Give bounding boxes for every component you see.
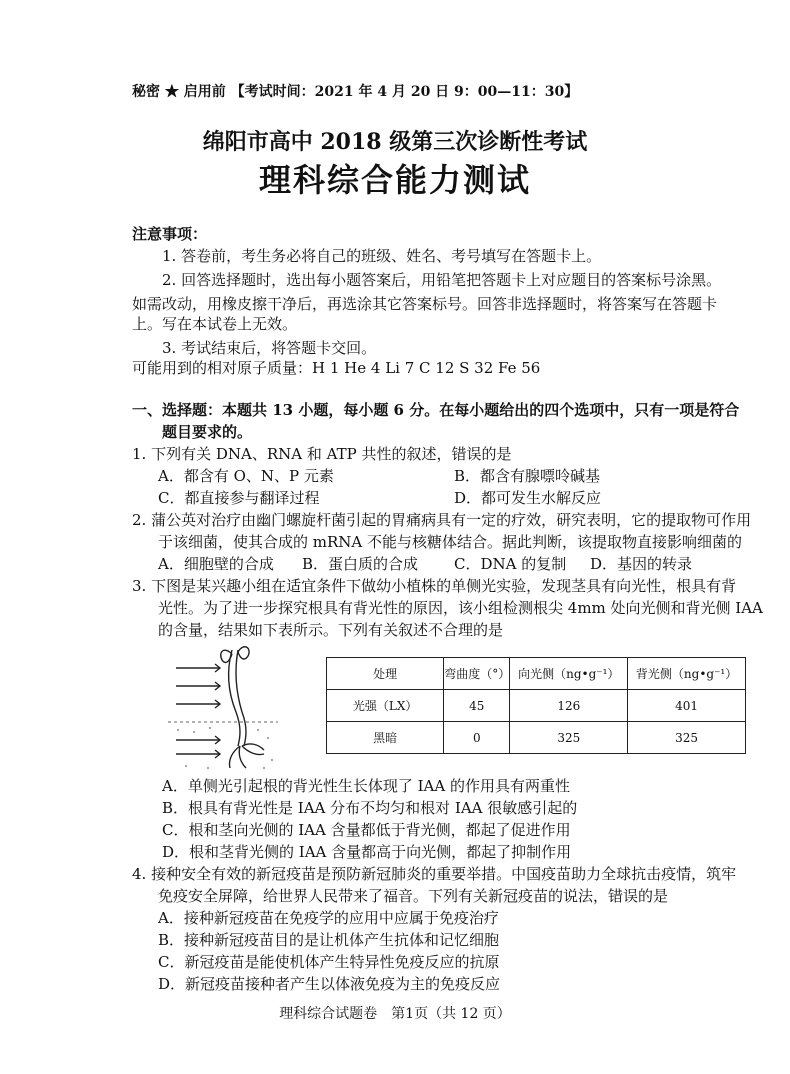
- q3-option-c: C．根和茎向光侧的 IAA 含量都低于背光侧，都起了促进作用: [162, 821, 571, 839]
- q2-option-d: D．基因的转录: [590, 555, 693, 573]
- q4-option-b: B．接种新冠疫苗目的是让机体产生抗体和记忆细胞: [158, 931, 500, 949]
- section-heading: 一、选择题：本题共 13 小题，每小题 6 分。在每小题给出的四个选项中，只有一项是符合: [132, 401, 740, 419]
- q4-stem-b: 免疫安全屏障，给世界人民带来了福音。下列有关新冠疫苗的说法，错误的是: [158, 887, 669, 905]
- notice-item-1: 1. 答卷前，考生务必将自己的班级、姓名、考号填写在答题卡上。: [162, 247, 602, 265]
- table-header-row: [327, 658, 746, 690]
- q1-option-b: B．都含有腺嘌呤碱基: [454, 467, 601, 485]
- table-row: [327, 722, 746, 754]
- subject-title: 理科综合能力测试: [258, 161, 531, 199]
- notice-item-2c: 上。写在本试卷上无效。: [132, 315, 298, 333]
- notice-heading: 注意事项：: [132, 225, 208, 243]
- q2-stem-b: 于该细菌，使其合成的 mRNA 不能与核糖体结合。据此判断，该提取物直接影响细菌的: [158, 533, 743, 551]
- q3-option-a: A．单侧光引起根的背光性生长体现了 IAA 的作用具有两重性: [162, 777, 570, 795]
- q3-stem-b: 光性。为了进一步探究根具有背光性的原因，该小组检测根尖 4mm 处向光侧和背光侧 IAA: [158, 599, 763, 617]
- notice-item-2a: 2. 回答选择题时，选出每小题答案后，用铅笔把答题卡上对应题目的答案标号涂黑。: [162, 271, 722, 289]
- q3-stem-a: 3. 下图是某兴趣小组在适宜条件下做幼小植株的单侧光实验，发现茎具有向光性，根具有背: [132, 577, 737, 595]
- notice-item-2b: 如需改动，用橡皮擦干净后，再选涂其它答案标号。回答非选择题时，将答案写在答题卡: [132, 295, 718, 313]
- atomic-mass-line: 可能用到的相对原子质量：H 1 He 4 Li 7 C 12 S 32 Fe 56: [132, 359, 541, 377]
- table-header: 背光侧（ng•g⁻¹）: [628, 658, 746, 690]
- table-cell: 325: [628, 722, 746, 754]
- table-cell: 401: [628, 690, 746, 722]
- table-cell: 光强（LX）: [327, 690, 444, 722]
- q3-option-d: D．根和茎背光侧的 IAA 含量都高于向光侧，都起了抑制作用: [162, 843, 572, 861]
- table-row: [327, 690, 746, 722]
- notice-item-3: 3. 考试结束后，将答题卡交回。: [162, 339, 377, 357]
- table-header: 弯曲度（°）: [444, 658, 510, 690]
- q3-stem-c: 的含量，结果如下表所示。下列有关叙述不合理的是: [158, 621, 504, 639]
- q4-option-c: C．新冠疫苗是能使机体产生特异性免疫反应的抗原: [158, 953, 500, 971]
- q1-option-a: A．都含有 O、N、P 元素: [158, 467, 334, 485]
- q2-stem-a: 2. 蒲公英对治疗由幽门螺旋杆菌引起的胃痛病具有一定的疗效，研究表明，它的提取物可作用: [132, 511, 752, 529]
- q2-option-a: A．细胞壁的合成: [158, 555, 274, 573]
- exam-title: 绵阳市高中 2018 级第三次诊断性考试: [202, 129, 588, 155]
- table-cell: 45: [444, 690, 510, 722]
- table-header: 处理: [327, 658, 444, 690]
- q4-option-d: D．新冠疫苗接种者产生以体液免疫为主的免疫反应: [158, 975, 501, 993]
- table-header: 向光侧（ng•g⁻¹）: [510, 658, 628, 690]
- q4-stem-a: 4. 接种安全有效的新冠疫苗是预防新冠肺炎的重要举措。中国疫苗助力全球抗击疫情，筑牢: [132, 865, 737, 883]
- table-cell: 325: [510, 722, 628, 754]
- q1-option-d: D．都可发生水解反应: [454, 489, 602, 507]
- q4-option-a: A．接种新冠疫苗在免疫学的应用中应属于免疫治疗: [158, 909, 499, 927]
- exam-secret-line: 秘密 ★ 启用前 【考试时间：2021 年 4 月 20 日 9：00—11：30】: [132, 84, 579, 100]
- table-cell: 黑暗: [327, 722, 444, 754]
- q2-option-c: C．DNA 的复制: [454, 555, 567, 573]
- seedling-light-diagram: [168, 642, 278, 772]
- table-cell: 0: [444, 722, 510, 754]
- q2-option-b: B．蛋白质的合成: [302, 555, 419, 573]
- page-footer: 理科综合试题卷 第1页（共 12 页）: [279, 1006, 511, 1022]
- q1-stem: 1. 下列有关 DNA、RNA 和 ATP 共性的叙述，错误的是: [132, 445, 512, 463]
- section-heading-cont: 题目要求的。: [162, 423, 253, 441]
- q3-option-b: B．根具有背光性是 IAA 分布不均匀和根对 IAA 很敏感引起的: [162, 799, 578, 817]
- iaa-data-table: [326, 657, 746, 754]
- table-cell: 126: [510, 690, 628, 722]
- q1-option-c: C．都直接参与翻译过程: [158, 489, 320, 507]
